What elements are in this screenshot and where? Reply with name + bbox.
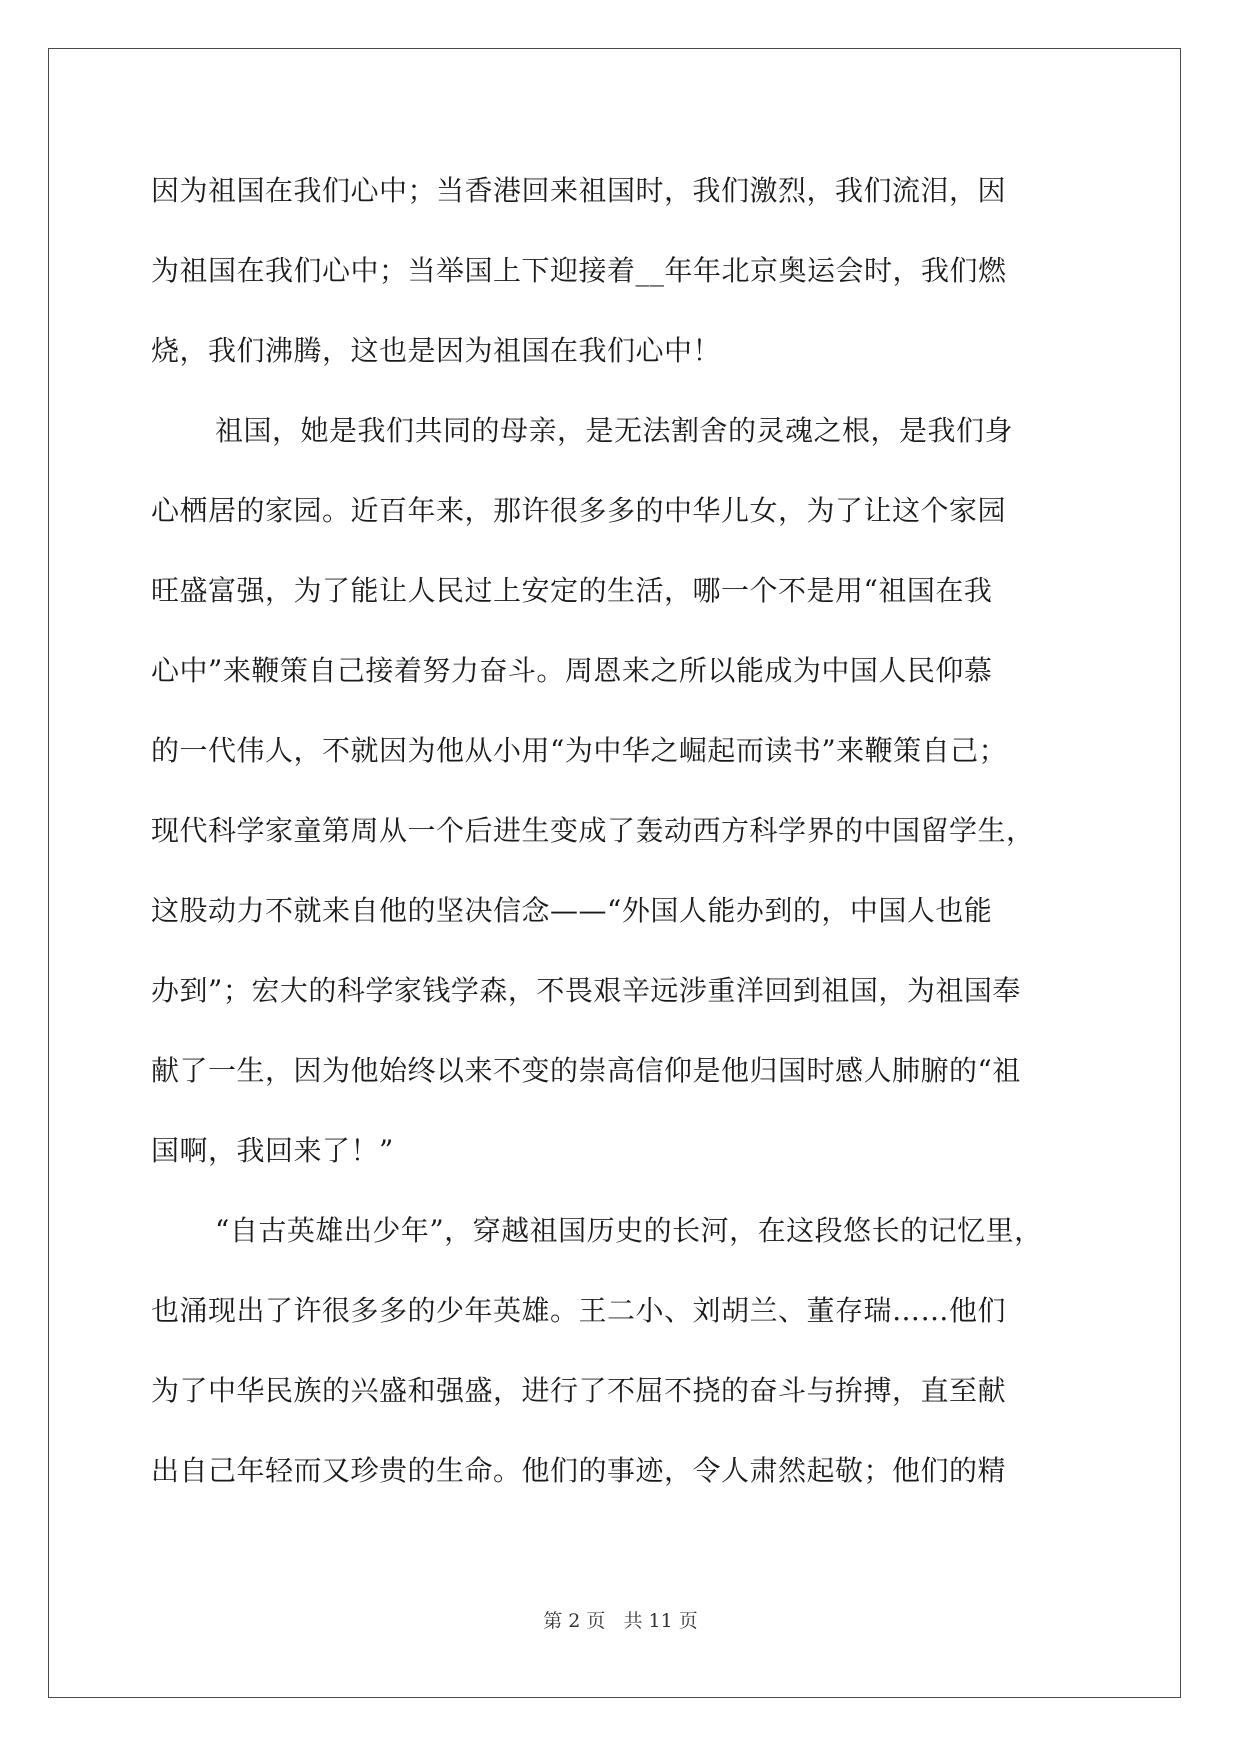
text-line: 办到”；宏大的科学家钱学森，不畏艰辛远涉重洋回到祖国，为祖国奉 bbox=[151, 974, 1021, 1007]
text-line: 为了中华民族的兴盛和强盛，进行了不屈不挠的奋斗与拚搏，直至献 bbox=[151, 1374, 1007, 1407]
text-line: 献了一生，因为他始终以来不变的崇高信仰是他归国时感人肺腑的“祖 bbox=[151, 1054, 1021, 1087]
text-line: 为祖国在我们心中；当举国上下迎接着__年年北京奥运会时，我们燃 bbox=[151, 254, 1007, 287]
text-line: 这股动力不就来自他的坚决信念——“外国人能办到的，中国人也能 bbox=[151, 894, 993, 927]
text-line: 旺盛富强，为了能让人民过上安定的生活，哪一个不是用“祖国在我 bbox=[151, 574, 993, 607]
text-line: 国啊，我回来了！” bbox=[151, 1134, 394, 1167]
text-line: 也涌现出了许很多多的少年英雄。王二小、刘胡兰、董存瑞……他们 bbox=[151, 1294, 1007, 1327]
document-body bbox=[151, 158, 1091, 1518]
text-line: 心中”来鞭策自己接着努力奋斗。周恩来之所以能成为中国人民仰慕 bbox=[151, 654, 993, 687]
paragraph-1 bbox=[151, 158, 1091, 398]
text-line: 的一代伟人，不就因为他从小用“为中华之崛起而读书”来鞭策自己； bbox=[151, 734, 1008, 767]
text-line: 祖国，她是我们共同的母亲，是无法割舍的灵魂之根，是我们身 bbox=[215, 414, 1014, 447]
page-footer bbox=[0, 1606, 1241, 1633]
text-line: 心栖居的家园。近百年来，那许很多多的中华儿女，为了让这个家园 bbox=[151, 494, 1007, 527]
text-line: 现代科学家童第周从一个后进生变成了轰动西方科学界的中国留学生， bbox=[151, 814, 1035, 847]
page-number-current: 第 2 页 bbox=[543, 1610, 606, 1632]
text-line: 因为祖国在我们心中；当香港回来祖国时，我们激烈，我们流泪，因 bbox=[151, 174, 1007, 207]
text-line: 烧，我们沸腾，这也是因为祖国在我们心中！ bbox=[151, 334, 722, 367]
paragraph-3 bbox=[151, 1198, 1091, 1518]
text-line: “自古英雄出少年”，穿越祖国历史的长河，在这段悠长的记忆里， bbox=[215, 1214, 1043, 1247]
page-number-total: 共 11 页 bbox=[623, 1610, 698, 1632]
paragraph-2 bbox=[151, 398, 1091, 1198]
text-line: 出自己年轻而又珍贵的生命。他们的事迹，令人肃然起敬；他们的精 bbox=[151, 1454, 1007, 1487]
